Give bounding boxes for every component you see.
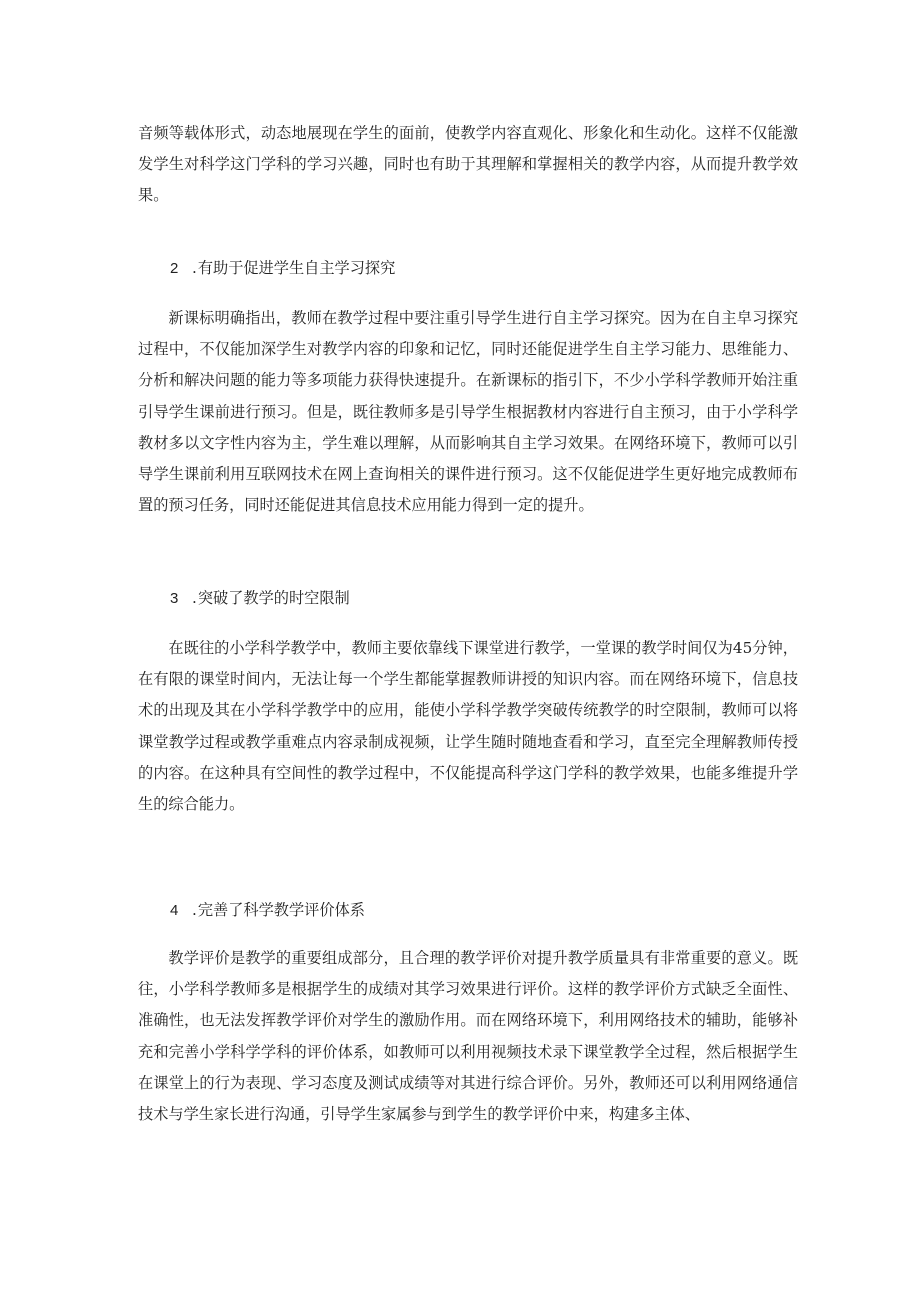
heading-number: 4 [170, 902, 179, 919]
heading-number: 2 [170, 260, 179, 277]
paragraph-evaluation: 教学评价是教学的重要组成部分，且合理的教学评价对提升教学质量具有非常重要的意义。既往，小学科学教师多是根据学生的成绩对其学习效果进行评价。这样的教学评价方式缺乏全面性、准确性，也无法发挥教学评价对学生的激励作用。而在网络环境下，利用网络技术的辅助，能够补充和完善小学科学学科的评价体系，如教师可以利用视频技术录下课堂教学全过程，然后根据学生在课堂上的行为表现、学习态度及测试成绩等对其进行综合评价。另外，教师还可以利用网络通信技术与学生家长进行沟通，引导学生家属参与到学生的教学评价中来，构建多主体、 [138, 949, 798, 1124]
heading-title: 突破了教学的时空限制 [197, 589, 350, 607]
paragraph-continued-intro: 音频等载体形式，动态地展现在学生的面前，使教学内容直观化、形象化和生动化。这样不仅能激发学生对科学这门学科的学习兴趣，同时也有助于其理解和掌握相关的教学内容，从而提升教学效果。 [138, 124, 798, 205]
section-heading-3 [170, 586, 350, 611]
heading-separator: . [192, 589, 197, 607]
heading-title: 完善了科学教学评价体系 [197, 901, 365, 919]
heading-separator: . [192, 259, 197, 277]
paragraph-self-study: 新课标明确指出，教师在教学过程中要注重引导学生进行自主学习探究。因为在自主皁习探究过程中，不仅能加深学生对教学内容的印象和记忆，同时还能促进学生自主学习能力、思维能力、分析和解决问题的能力等多项能力获得快速提升。在新课标的指引下，不少小学科学教师开始注重引导学生课前进行预习。但是，既往教师多是引导学生根据教材内容进行自主预习，由于小学科学教材多以文字性内容为主，学生难以理解，从而影响其自主学习效果。在网络环境下，教师可以引导学生课前利用互联网技术在网上查询相关的课件进行预习。这不仅能促进学生更好地完成教师布置的预习任务，同时还能促进其信息技术应用能力得到一定的提升。 [138, 309, 798, 515]
paragraph-time-space: 在既往的小学科学教学中，教师主要依靠线下课堂进行教学，一堂课的教学时间仅为45分钟，在有限的课堂时间内，无法让每一个学生都能掌握教师讲授的知识内容。而在网络环境下，信息技术的出现及其在小学科学教学中的应用，能使小学科学教学突破传统教学的时空限制，教师可以将课堂教学过程或教学重难点内容录制成视频，让学生随时随地查看和学习，直至完全理解教师传授的内容。在这种具有空间性的教学过程中，不仅能提高科学这门学科的教学效果，也能多维提升学生的综合能力。 [138, 639, 798, 814]
section-heading-2 [170, 256, 395, 281]
section-heading-4 [170, 898, 365, 923]
heading-number: 3 [170, 590, 179, 607]
heading-separator: . [192, 901, 197, 919]
heading-title: 有助于促进学生自主学习探究 [197, 259, 396, 277]
